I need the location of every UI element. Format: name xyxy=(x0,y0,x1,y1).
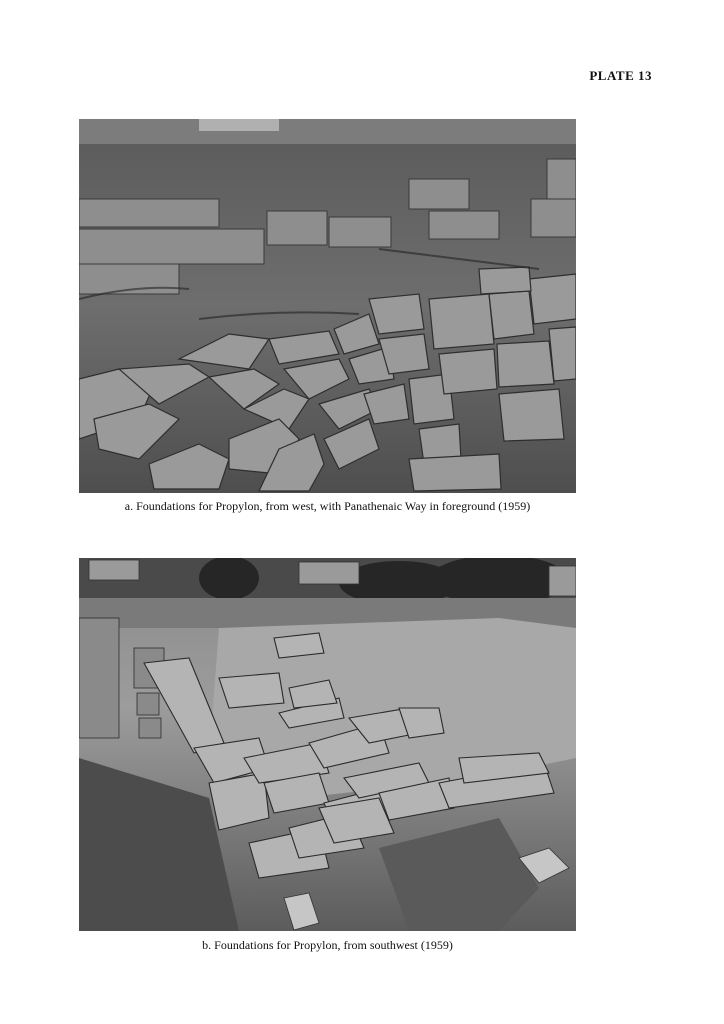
photo-a-image xyxy=(79,119,576,493)
photo-foundations-from-west xyxy=(79,119,576,493)
plate-label: PLATE 13 xyxy=(589,68,652,83)
caption-a: a. Foundations for Propylon, from west, with Panathenaic Way in foreground (1959) xyxy=(124,499,531,513)
photo-foundations-from-southwest xyxy=(79,558,576,931)
caption-b: b. Foundations for Propylon, from southwest (1959) xyxy=(202,938,453,952)
photo-b-image xyxy=(79,558,576,931)
